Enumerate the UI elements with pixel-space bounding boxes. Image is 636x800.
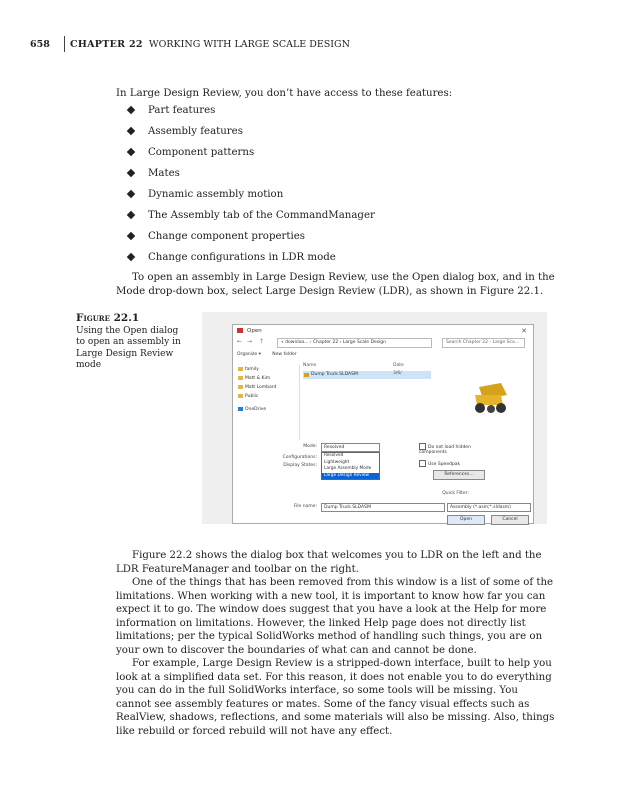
open-paragraph: To open an assembly in Large Design Review, use the Open dialog box, and in the Mode drop-down box, select Large Design Review (LDR), as shown in Figure 22.1.	[116, 272, 555, 297]
filename-label: File name:	[293, 504, 317, 509]
dialog-toolbar	[237, 352, 529, 360]
list-item: Component patterns	[128, 146, 375, 167]
checkbox-icon	[419, 443, 426, 450]
mode-option[interactable]: Resolved	[324, 453, 344, 458]
page-number: 658	[30, 39, 50, 50]
dump-truck-preview-icon	[471, 381, 511, 415]
mode-dropdown	[321, 452, 380, 480]
list-item: Dynamic assembly motion	[128, 188, 375, 209]
list-item: Change configurations in LDR mode	[128, 251, 375, 272]
dialog-title: Open	[247, 328, 262, 334]
nav-bar	[237, 338, 529, 348]
user-folder-icon	[238, 367, 243, 371]
tree-item[interactable]: Public	[237, 392, 299, 401]
bullet-icon	[127, 232, 135, 240]
bullet-icon	[127, 148, 135, 156]
tree-item[interactable]: OneDrive	[237, 405, 299, 414]
header-divider	[64, 36, 65, 52]
list-item: Assembly features	[128, 125, 375, 146]
organize-button[interactable]: Organize ▾	[237, 352, 261, 357]
body-paragraph: Figure 22.2 shows the dialog box that welcomes you to LDR on the left and the LDR FeatureManager and toolbar on the right.	[116, 550, 542, 575]
figure-label: Figure 22.1	[76, 312, 140, 324]
bullet-icon	[127, 106, 135, 114]
onedrive-icon	[238, 407, 243, 411]
cancel-button[interactable]: Cancel	[491, 515, 529, 525]
bullet-icon	[127, 127, 135, 135]
dialog-titlebar	[233, 325, 533, 337]
list-item: Mates	[128, 167, 375, 188]
mode-option[interactable]: Lightweight	[324, 459, 350, 465]
list-item: The Assembly tab of the CommandManager	[128, 209, 375, 230]
back-arrow-icon[interactable]: ←	[237, 338, 243, 345]
references-button[interactable]: References...	[433, 470, 485, 480]
user-folder-icon	[238, 376, 243, 380]
close-icon[interactable]: ✕	[521, 327, 527, 335]
filetype-select[interactable]: Assembly (*.asm;*.sldasm)	[447, 503, 531, 512]
mode-select[interactable]: Resolved	[321, 443, 380, 452]
solidworks-icon	[237, 328, 243, 333]
tree-item[interactable]: Matt Lombard	[237, 383, 299, 392]
chapter-title: WORKING WITH LARGE SCALE DESIGN	[148, 39, 350, 50]
chapter-heading	[70, 39, 350, 50]
open-button[interactable]: Open	[447, 515, 485, 525]
search-input[interactable]: Search Chapter 22 - Large Sca...	[442, 338, 525, 348]
quick-filter-label: Quick Filter:	[442, 491, 469, 496]
mode-option-selected[interactable]: Large Design Review	[322, 473, 379, 480]
mode-option[interactable]: Large Assembly Mode	[324, 466, 372, 471]
new-folder-button[interactable]: New folder	[272, 352, 297, 357]
tree-item[interactable]: family	[237, 365, 299, 374]
column-header-name[interactable]: Name	[303, 363, 317, 368]
file-row[interactable]: Dump Truck.SLDASM	[303, 371, 431, 379]
user-folder-icon	[238, 385, 243, 389]
bullet-icon	[127, 169, 135, 177]
figure-screenshot	[202, 312, 547, 524]
column-header-date: Date 3/6/	[393, 363, 404, 376]
filename-input[interactable]: Dump Truck.SLDASM	[321, 503, 445, 512]
hidden-components-checkbox[interactable]: Do not load hidden components	[419, 445, 471, 455]
bullet-icon	[127, 190, 135, 198]
address-bar[interactable]: « downloa... › Chapter 22 › Large Scale Design	[277, 338, 432, 348]
body-paragraph: One of the things that has been removed from this window is a list of some of the limitations. When working with a new tool, it is important to know how far you can expect it to go. The window does suggest that you have a look at the Help for more information on limitations. However, the linked Help page does not directly list limitations; per the typical SolidWorks method of handling such things, you are on your own to discover the boundaries of what can and cannot be done.	[116, 577, 554, 656]
configurations-label: Configurations:	[282, 455, 317, 460]
list-item: Part features	[128, 104, 375, 125]
figure-caption-text: Using the Open dialog to open an assembly in Large Design Review mode	[76, 325, 181, 370]
bullet-icon	[127, 211, 135, 219]
intro-paragraph: In Large Design Review, you don’t have access to these features:	[116, 88, 453, 99]
mode-label: Mode:	[303, 444, 317, 449]
forward-arrow-icon[interactable]: →	[247, 338, 253, 345]
file-list	[303, 363, 433, 441]
feature-list	[128, 104, 375, 272]
tree-item[interactable]: Matt & Kim	[237, 374, 299, 383]
up-arrow-icon[interactable]: ↑	[259, 338, 265, 345]
bullet-icon	[127, 253, 135, 261]
checkbox-icon	[419, 460, 426, 467]
speedpak-checkbox[interactable]: Use Speedpak	[419, 460, 460, 467]
figure-caption	[76, 313, 188, 372]
user-folder-icon	[238, 394, 243, 398]
display-states-label: Display States:	[283, 463, 317, 468]
chapter-label: CHAPTER 22	[70, 39, 143, 50]
folder-tree	[237, 365, 300, 440]
assembly-icon	[304, 373, 309, 377]
body-paragraph: For example, Large Design Review is a stripped-down interface, built to help you look at a simplified data set. For this reason, it does not enable you to do everything you can do in the full SolidWorks interface, so some tools will be missing. You cannot see assembly features or mates. Some of the fancy visual effects such as RealView, shadows, reflections, and some materials will also be missing. Also, things like rebuild or forced rebuild will not have any effect.	[116, 658, 555, 737]
list-item: Change component properties	[128, 230, 375, 251]
open-dialog	[232, 324, 534, 524]
